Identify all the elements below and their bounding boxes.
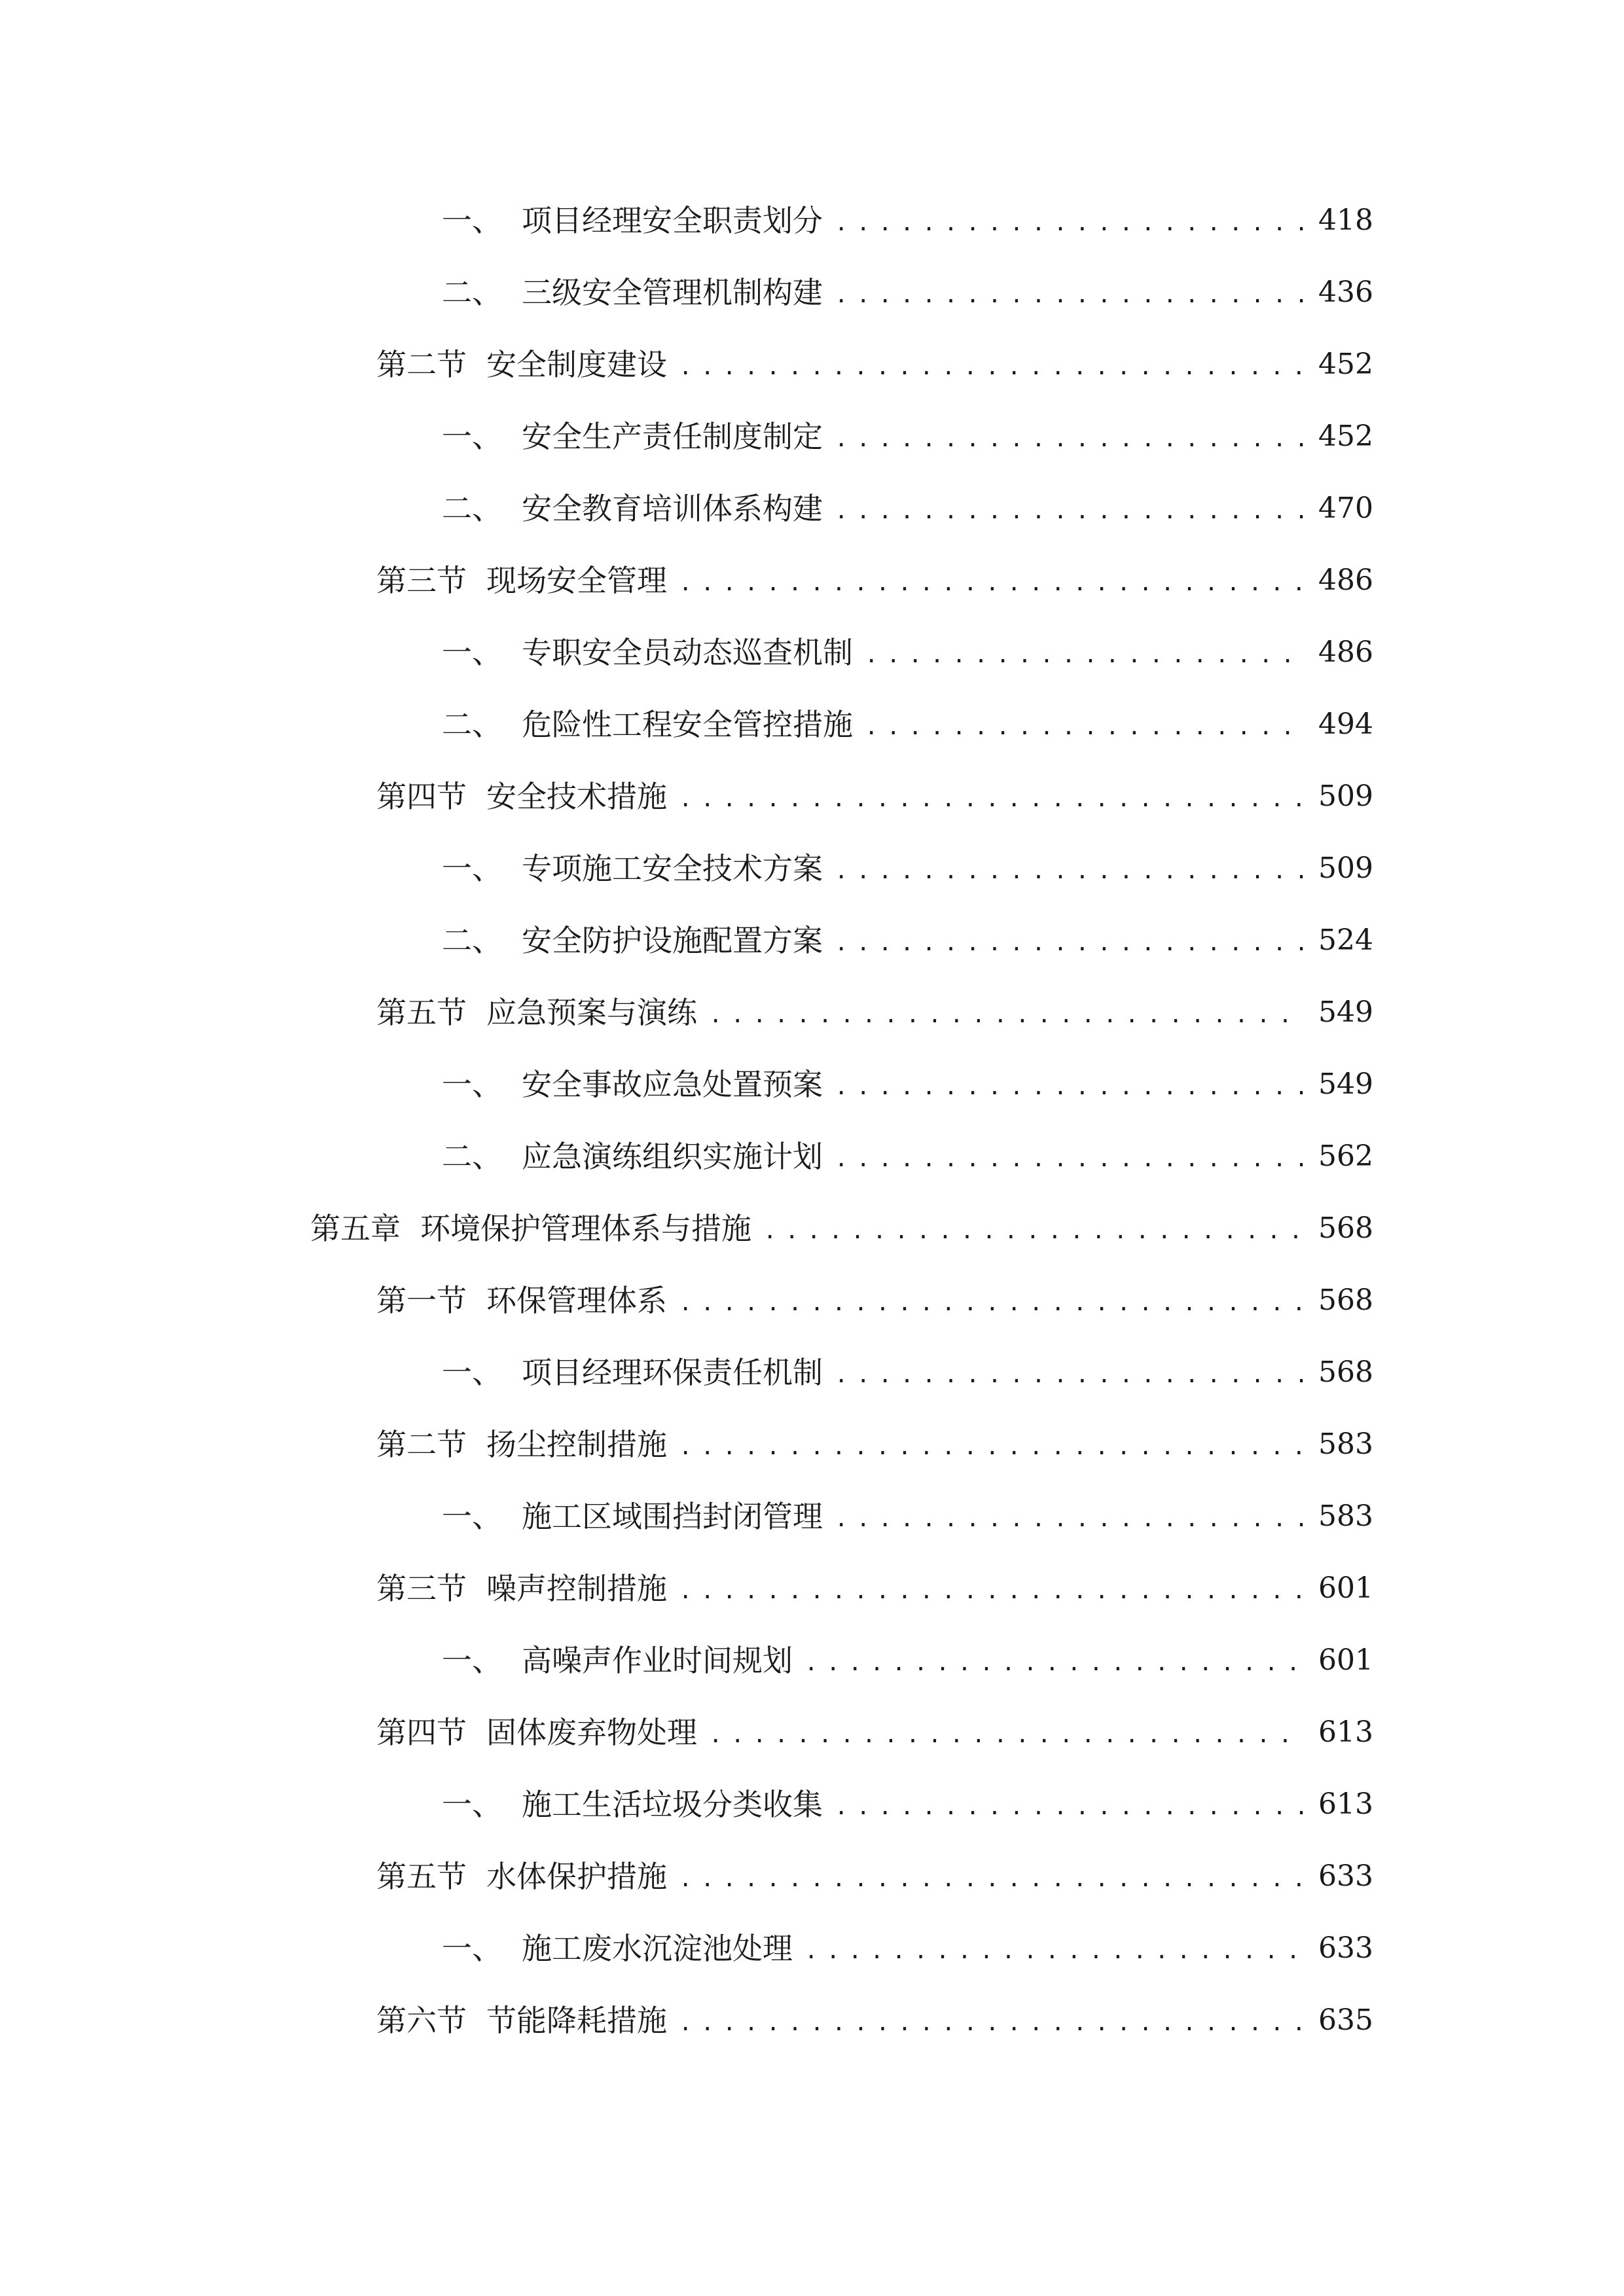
toc-entry-title: 危险性工程安全管控措施 bbox=[522, 707, 853, 742]
toc-entry-page: 583 bbox=[1318, 1427, 1373, 1461]
toc-entry-title: 安全防护设施配置方案 bbox=[522, 923, 823, 958]
toc-entry-page: 486 bbox=[1318, 636, 1373, 669]
toc-entry-title: 固体废弃物处理 bbox=[486, 1715, 697, 1750]
dot-leader bbox=[804, 1931, 1304, 1971]
toc-entry-title: 应急预案与演练 bbox=[486, 995, 697, 1030]
toc-entry[interactable] bbox=[0, 761, 1624, 833]
dot-leader bbox=[679, 1283, 1304, 1323]
toc-entry-title: 环境保护管理体系与措施 bbox=[420, 1211, 751, 1246]
toc-entry-page: 549 bbox=[1318, 1067, 1373, 1101]
toc-entry-title: 节能降耗措施 bbox=[486, 2003, 667, 2038]
toc-entry-title: 水体保护措施 bbox=[486, 1859, 667, 1894]
toc-entry-label: 二、 bbox=[442, 275, 502, 310]
dot-leader bbox=[835, 1787, 1304, 1827]
toc-entry-label: 第四节 bbox=[376, 779, 467, 814]
toc-entry-title: 项目经理环保责任机制 bbox=[522, 1355, 823, 1390]
toc-entry-label: 一、 bbox=[442, 851, 502, 886]
toc-entry-page: 633 bbox=[1318, 1859, 1373, 1893]
toc-entry[interactable] bbox=[0, 1049, 1624, 1121]
toc-entry-title: 安全技术措施 bbox=[486, 779, 667, 814]
toc-entry[interactable] bbox=[0, 1696, 1624, 1768]
toc-entry-label: 第二节 bbox=[376, 1427, 467, 1462]
toc-entry-page: 568 bbox=[1318, 1283, 1373, 1317]
toc-entry[interactable] bbox=[0, 401, 1624, 473]
dot-leader bbox=[835, 1139, 1304, 1179]
toc-entry[interactable] bbox=[0, 1984, 1624, 2056]
toc-entry[interactable] bbox=[0, 329, 1624, 401]
toc-entry-title: 安全生产责任制度制定 bbox=[522, 419, 823, 454]
toc-entry[interactable] bbox=[0, 1912, 1624, 1984]
toc-entry-label: 二、 bbox=[442, 1139, 502, 1174]
toc-entry-label: 第一节 bbox=[376, 1283, 467, 1318]
toc-entry[interactable] bbox=[0, 1193, 1624, 1265]
dot-leader bbox=[709, 996, 1304, 1035]
toc-entry-page: 635 bbox=[1318, 2003, 1373, 2037]
toc-entry-title: 应急演练组织实施计划 bbox=[522, 1139, 823, 1174]
toc-entry-page: 524 bbox=[1318, 924, 1373, 957]
dot-leader bbox=[835, 924, 1304, 963]
dot-leader bbox=[763, 1211, 1304, 1251]
toc-entry-page: 562 bbox=[1318, 1139, 1373, 1173]
dot-leader bbox=[679, 1427, 1304, 1467]
toc-entry[interactable] bbox=[0, 1768, 1624, 1840]
toc-entry-label: 一、 bbox=[442, 1787, 502, 1822]
dot-leader bbox=[835, 1067, 1304, 1107]
toc-entry-label: 一、 bbox=[442, 203, 502, 238]
toc-entry[interactable] bbox=[0, 617, 1624, 689]
toc-entry-page: 509 bbox=[1318, 780, 1373, 813]
toc-entry-label: 一、 bbox=[442, 1355, 502, 1390]
toc-entry-label: 第五节 bbox=[376, 1859, 467, 1894]
toc-entry[interactable] bbox=[0, 689, 1624, 761]
toc-entry-label: 第六节 bbox=[376, 2003, 467, 2038]
toc-entry-label: 一、 bbox=[442, 1643, 502, 1678]
toc-entry-page: 452 bbox=[1318, 420, 1373, 453]
toc-entry-page: 494 bbox=[1318, 708, 1373, 741]
dot-leader bbox=[804, 1643, 1304, 1683]
toc-entry[interactable] bbox=[0, 1552, 1624, 1624]
toc-entry-label: 第五章 bbox=[310, 1211, 401, 1246]
toc-entry-title: 施工生活垃圾分类收集 bbox=[522, 1787, 823, 1822]
dot-leader bbox=[835, 492, 1304, 531]
toc-entry-page: 470 bbox=[1318, 492, 1373, 525]
toc-entry-page: 633 bbox=[1318, 1931, 1373, 1965]
toc-entry-title: 专职安全员动态巡查机制 bbox=[522, 635, 853, 670]
toc-entry-title: 三级安全管理机制构建 bbox=[522, 275, 823, 310]
toc-entry-title: 安全教育培训体系构建 bbox=[522, 491, 823, 526]
toc-entry-label: 一、 bbox=[442, 635, 502, 670]
toc-entry-title: 噪声控制措施 bbox=[486, 1571, 667, 1606]
dot-leader bbox=[835, 1499, 1304, 1539]
dot-leader bbox=[865, 708, 1304, 747]
dot-leader bbox=[709, 1715, 1304, 1755]
toc-entry[interactable] bbox=[0, 257, 1624, 329]
toc-entry-page: 486 bbox=[1318, 564, 1373, 597]
toc-entry-page: 613 bbox=[1318, 1787, 1373, 1821]
toc-entry-label: 二、 bbox=[442, 707, 502, 742]
toc-entry-title: 施工废水沉淀池处理 bbox=[522, 1931, 793, 1966]
toc-entry-title: 现场安全管理 bbox=[486, 563, 667, 598]
toc-entry-label: 一、 bbox=[442, 419, 502, 454]
toc-entry-title: 施工区域围挡封闭管理 bbox=[522, 1499, 823, 1534]
toc-entry[interactable] bbox=[0, 833, 1624, 905]
toc-entry-page: 418 bbox=[1318, 204, 1373, 237]
toc-entry-page: 509 bbox=[1318, 852, 1373, 885]
dot-leader bbox=[679, 564, 1304, 603]
toc-entry-label: 一、 bbox=[442, 1931, 502, 1966]
toc-entry[interactable] bbox=[0, 1840, 1624, 1912]
toc-entry-page: 601 bbox=[1318, 1571, 1373, 1605]
toc-entry[interactable] bbox=[0, 1265, 1624, 1336]
toc-entry-title: 高噪声作业时间规划 bbox=[522, 1643, 793, 1678]
dot-leader bbox=[835, 204, 1304, 243]
dot-leader bbox=[835, 852, 1304, 891]
toc-entry-label: 第三节 bbox=[376, 563, 467, 598]
dot-leader bbox=[835, 1355, 1304, 1395]
toc-entry[interactable] bbox=[0, 1624, 1624, 1696]
toc-entry-label: 第四节 bbox=[376, 1715, 467, 1750]
table-of-contents bbox=[0, 185, 1624, 2056]
dot-leader bbox=[679, 1571, 1304, 1611]
dot-leader bbox=[679, 348, 1304, 387]
toc-entry[interactable] bbox=[0, 545, 1624, 617]
toc-entry-label: 一、 bbox=[442, 1499, 502, 1534]
dot-leader bbox=[679, 2003, 1304, 2043]
toc-entry-label: 二、 bbox=[442, 491, 502, 526]
toc-entry-page: 613 bbox=[1318, 1715, 1373, 1749]
toc-entry-title: 扬尘控制措施 bbox=[486, 1427, 667, 1462]
toc-entry-label: 第三节 bbox=[376, 1571, 467, 1606]
toc-entry-label: 第五节 bbox=[376, 995, 467, 1030]
toc-entry[interactable] bbox=[0, 905, 1624, 977]
dot-leader bbox=[679, 780, 1304, 819]
toc-entry[interactable] bbox=[0, 473, 1624, 545]
toc-entry-label: 一、 bbox=[442, 1067, 502, 1102]
toc-entry[interactable] bbox=[0, 1121, 1624, 1193]
dot-leader bbox=[865, 636, 1304, 675]
toc-entry[interactable] bbox=[0, 977, 1624, 1049]
toc-entry-page: 436 bbox=[1318, 276, 1373, 309]
dot-leader bbox=[679, 1859, 1304, 1899]
toc-entry-title: 安全事故应急处置预案 bbox=[522, 1067, 823, 1102]
toc-entry-title: 环保管理体系 bbox=[486, 1283, 667, 1318]
dot-leader bbox=[835, 276, 1304, 315]
toc-entry-label: 第二节 bbox=[376, 347, 467, 382]
toc-entry-page: 568 bbox=[1318, 1211, 1373, 1245]
toc-entry-page: 549 bbox=[1318, 996, 1373, 1029]
toc-entry-page: 601 bbox=[1318, 1643, 1373, 1677]
toc-entry[interactable] bbox=[0, 1480, 1624, 1552]
toc-entry-title: 项目经理安全职责划分 bbox=[522, 203, 823, 238]
toc-entry-page: 583 bbox=[1318, 1499, 1373, 1533]
toc-entry-title: 专项施工安全技术方案 bbox=[522, 851, 823, 886]
toc-entry-title: 安全制度建设 bbox=[486, 347, 667, 382]
toc-entry[interactable] bbox=[0, 1336, 1624, 1408]
toc-entry-page: 452 bbox=[1318, 348, 1373, 381]
toc-entry-page: 568 bbox=[1318, 1355, 1373, 1389]
toc-entry-label: 二、 bbox=[442, 923, 502, 958]
toc-entry[interactable] bbox=[0, 185, 1624, 257]
dot-leader bbox=[835, 420, 1304, 459]
toc-entry[interactable] bbox=[0, 1408, 1624, 1480]
